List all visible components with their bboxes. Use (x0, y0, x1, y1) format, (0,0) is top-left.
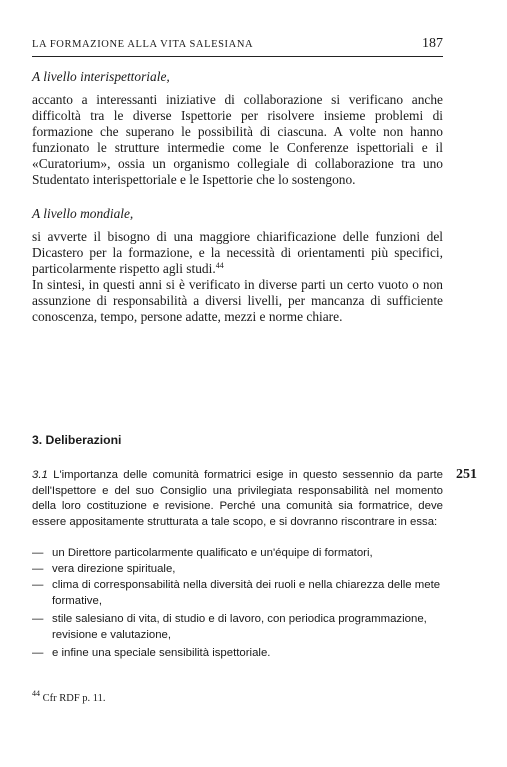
list-item (32, 562, 443, 578)
interispettoriale-heading: A livello interispettoriale, (32, 69, 170, 84)
list-item-text: e infine una speciale sensibilità ispettoriale. (52, 647, 271, 659)
deliberation-intro (32, 468, 443, 530)
footnote-text: Cfr RDF p. 11. (42, 693, 106, 704)
running-head-title: LA FORMAZIONE ALLA VITA SALESIANA (32, 39, 254, 50)
interispettoriale-text: accanto a interessanti iniziative di collaborazione si verificano anche difficoltà tra le diverse Ispettorie per risolvere insieme problemi di formazione che superano le possibilità di ciascuna. A volte non hanno funzionato le strutture intermedie come le Conferenze ispettoriali e il «Curatorium», ossia un organismo collegiale di collaborazione tra uno Studentato interispettoriale e le Ispettorie che lo sostengono. (32, 92, 443, 187)
mondiale-text-wrapper (32, 229, 443, 277)
dash-bullet: — (32, 563, 44, 575)
list-item-text: clima di corresponsabilità nella diversità dei ruoli e nella chiarezza delle mete formative, (52, 579, 441, 607)
list-item-text: un Direttore particolarmente qualificato e un'équipe di formatori, (52, 547, 373, 559)
list-item-text: vera direzione spirituale, (52, 563, 176, 575)
interispettoriale-paragraph (32, 92, 443, 188)
summary-text: In sintesi, in questi anni si è verificato in diverse parti un certo vuoto o non assunzione di responsabilità a diversi livelli, per mancanza di sufficiente conoscenza, tempo, persone adatte, mezzi e norme chiare. (32, 277, 443, 324)
footnote-reference: 44 (215, 261, 224, 270)
running-header (32, 36, 443, 57)
mondiale-paragraph (32, 229, 443, 325)
deliberation-intro-text (32, 468, 443, 530)
paragraph-number: 3.1 (32, 469, 48, 481)
section-heading: 3. Deliberazioni (32, 433, 122, 447)
footnote (32, 689, 106, 704)
dash-bullet: — (32, 547, 44, 559)
mondiale-heading: A livello mondiale, (32, 206, 134, 221)
intro-text: L'importanza delle comunità formatrici esige in questo sessennio da parte dell'Ispettore e del suo Consiglio una privilegiata responsabilità nel momento della loro costituzione e revisione. Perché una comunità sia formatrice, deve essere appositamente strutturata a tale scopo, e si dovranno riscontrare in essa: (32, 469, 443, 528)
margin-number: 251 (456, 467, 477, 482)
dash-bullet: — (32, 647, 44, 659)
list-item-text: stile salesiano di vita, di studio e di lavoro, con periodica programmazione, revisione e valutazione, (52, 613, 427, 641)
dash-bullet: — (32, 613, 44, 625)
page-number: 187 (422, 36, 443, 51)
list-item (32, 612, 443, 643)
footnote-number: 44 (32, 689, 40, 698)
mondiale-text: si avverte il bisogno di una maggiore chiarificazione delle funzioni del Dicastero per la formazione, e la necessità di orientamenti più specifici, particolarmente rispetto agli studi. (32, 229, 443, 276)
dash-bullet: — (32, 579, 44, 591)
list-item (32, 578, 443, 609)
list-item (32, 546, 443, 562)
list-item (32, 646, 443, 662)
